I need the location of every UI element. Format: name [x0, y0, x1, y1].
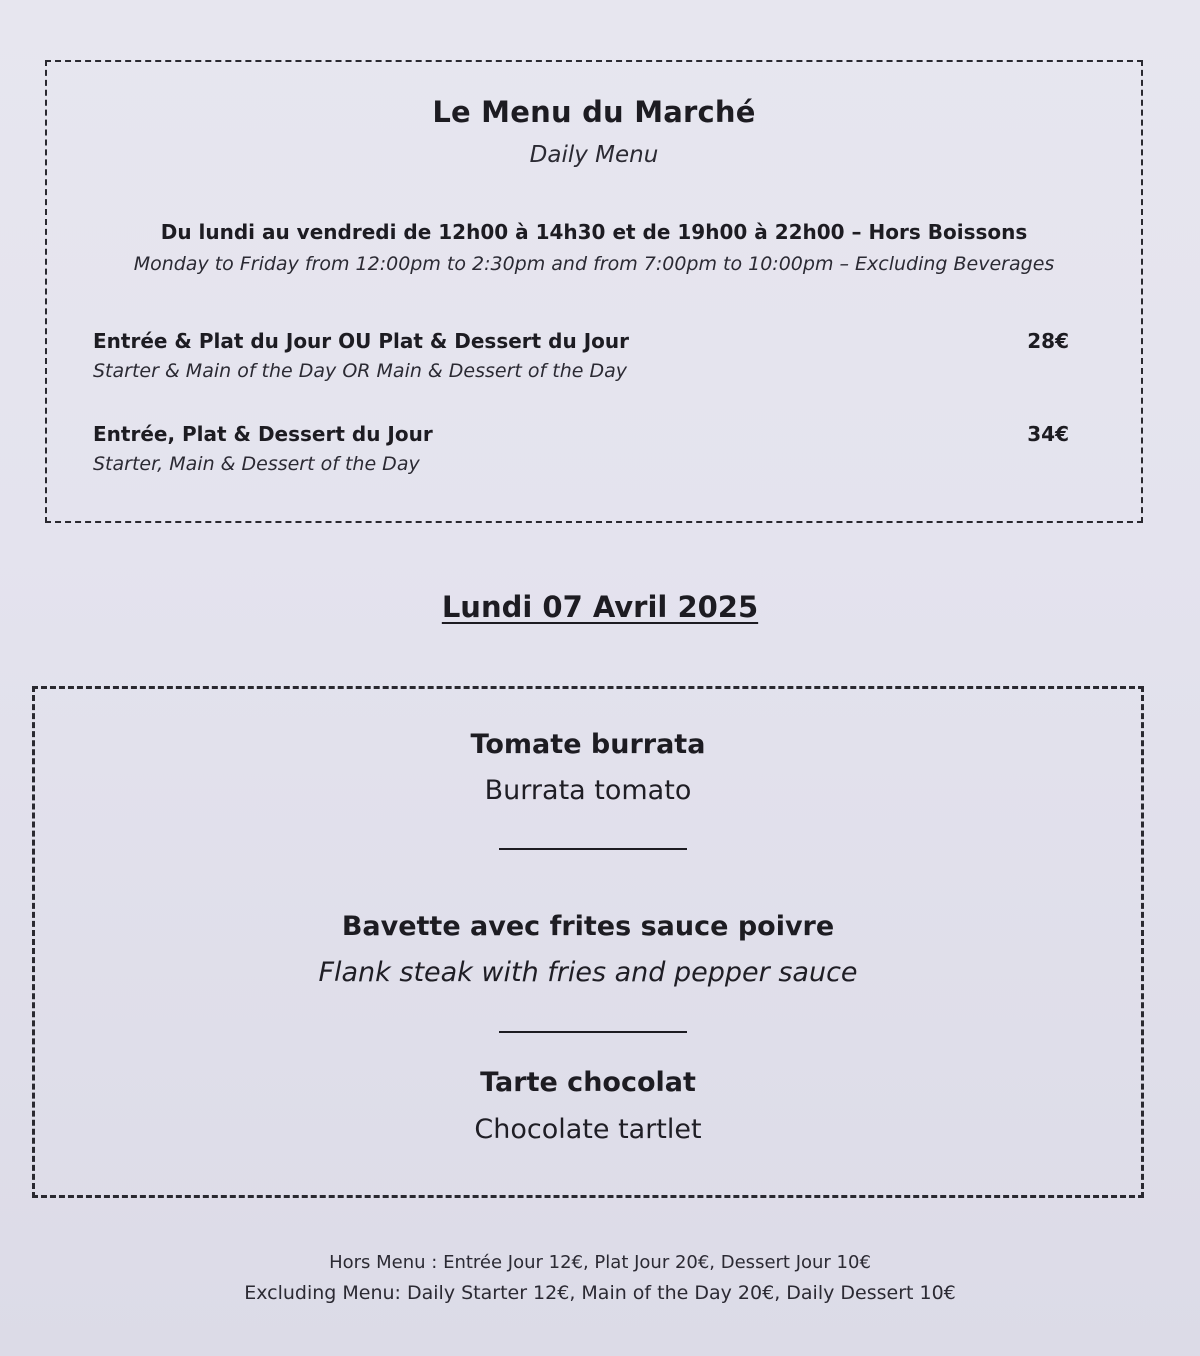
main-name-english: Flank steak with fries and pepper sauce: [318, 957, 858, 988]
offer-name-french: Entrée & Plat du Jour OU Plat & Dessert du Jour: [93, 329, 629, 353]
offer-item: [93, 422, 1069, 475]
menu-title: Le Menu du Marché: [432, 95, 756, 129]
dessert-name-english: Chocolate tartlet: [474, 1114, 702, 1145]
offer-name-english: Starter & Main of the Day OR Main & Dessert of the Day: [93, 360, 627, 382]
dessert-name-french: Tarte chocolat: [480, 1067, 696, 1098]
footer-prices-english: Excluding Menu: Daily Starter 12€, Main of the Day 20€, Daily Dessert 10€: [244, 1282, 956, 1304]
main-name-french: Bavette avec frites sauce poivre: [341, 911, 835, 942]
offer-price: 28€: [1027, 329, 1069, 353]
offer-item: [93, 329, 1069, 382]
market-menu-box: [45, 60, 1143, 523]
hours-french: Du lundi au vendredi de 12h00 à 14h30 et de 19h00 à 22h00 – Hors Boissons: [160, 220, 1028, 244]
offer-name-english: Starter, Main & Dessert of the Day: [93, 453, 420, 475]
offer-price: 34€: [1027, 422, 1069, 446]
hours-english: Monday to Friday from 12:00pm to 2:30pm and from 7:00pm to 10:00pm – Excluding Beverages: [133, 253, 1055, 275]
course-separator: [499, 1031, 687, 1033]
daily-dishes-box: [32, 686, 1144, 1198]
starter-name-french: Tomate burrata: [470, 729, 706, 760]
menu-date: Lundi 07 Avril 2025: [441, 590, 759, 624]
footer-prices-french: Hors Menu : Entrée Jour 12€, Plat Jour 20€, Dessert Jour 10€: [329, 1252, 871, 1273]
starter-name-english: Burrata tomato: [484, 775, 692, 806]
offer-name-french: Entrée, Plat & Dessert du Jour: [93, 422, 433, 446]
menu-subtitle: Daily Menu: [529, 142, 659, 168]
course-separator: [499, 848, 687, 850]
